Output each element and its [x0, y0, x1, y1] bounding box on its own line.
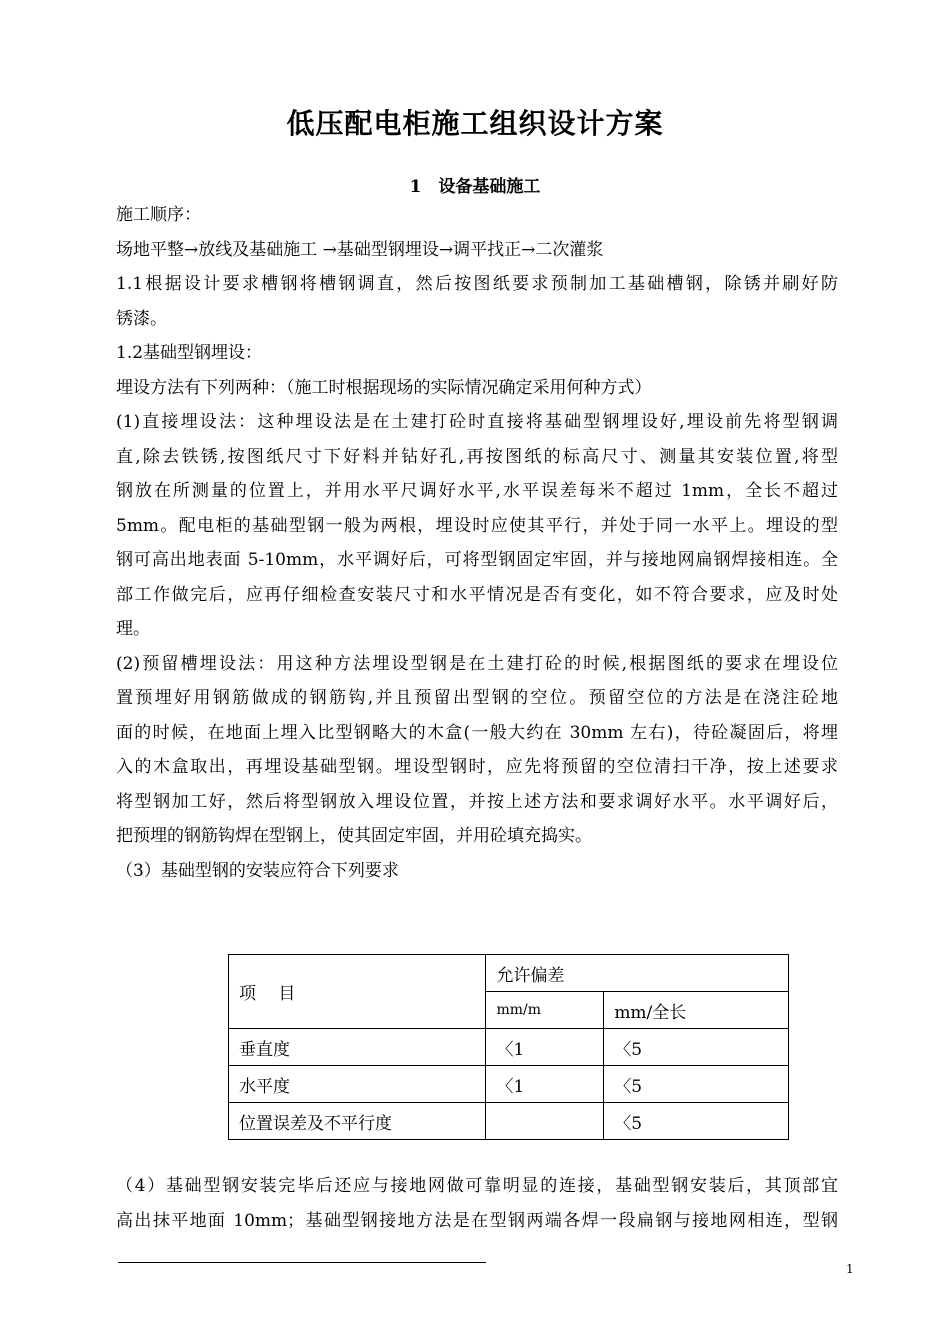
document-title: 低压配电柜施工组织设计方案 [286, 107, 664, 140]
page-number: 1 [846, 1262, 854, 1276]
table-row [229, 1029, 789, 1066]
paragraph-line: （3）基础型钢的安装应符合下列要求 [116, 860, 399, 881]
table-subheader-mm-full: mm/全长 [604, 992, 789, 1029]
table-header-tolerance: 允许偏差 [486, 955, 789, 992]
table-cell-item: 位置误差及不平行度 [229, 1103, 486, 1140]
table-cell-mm-full: 〈5 [604, 1029, 789, 1066]
paragraph-line: 钢可高出地表面 5-10mm，水平调好后，可将型钢固定牢固，并与接地网扁钢焊接相连。全 [116, 550, 838, 570]
body-text-continued [116, 1168, 838, 1237]
paragraph-line: （4）基础型钢安装完毕后还应与接地网做可靠明显的连接，基础型钢安装后，其顶部宜 [116, 1176, 838, 1196]
table-cell-mm-m: 〈1 [486, 1029, 604, 1066]
table-header-item: 项 目 [229, 955, 486, 1029]
footer-divider [118, 1262, 486, 1263]
table-row [229, 1103, 789, 1140]
table-cell-item: 水平度 [229, 1066, 486, 1103]
table-cell-item: 垂直度 [229, 1029, 486, 1066]
paragraph-line: 钢放在所测量的位置上，并用水平尺调好水平,水平误差每米不超过 1mm，全长不超过 [116, 481, 838, 501]
paragraph-line: 面的时候，在地面上埋入比型钢略大的木盒(一般大约在 30mm 左右)，待砼凝固后，将埋 [116, 722, 838, 743]
paragraph-line: 施工顺序： [116, 205, 201, 225]
paragraph-line: 埋设方法有下列两种：（施工时根据现场的实际情况确定采用何种方式） [116, 377, 652, 398]
table-row [229, 1066, 789, 1103]
paragraph-line: 入的木盒取出，再埋设基础型钢。埋设型钢时，应先将预留的空位清扫干净，按上述要求 [116, 757, 838, 777]
paragraph-line: (2)预留槽埋设法：用这种方法埋设型钢是在土建打砼的时候,根据图纸的要求在埋设位 [116, 653, 838, 674]
paragraph-line: 直,除去铁锈,按图纸尺寸下好料并钻好孔,再按图纸的标高尺寸、测量其安装位置,将型 [116, 446, 838, 467]
paragraph-line: 理。 [116, 619, 150, 639]
table-cell-mm-full: 〈5 [604, 1066, 789, 1103]
paragraph-line: 部工作做完后，应再仔细检查安装尺寸和水平情况是否有变化，如不符合要求，应及时处 [116, 584, 838, 605]
paragraph-line: 1.1根据设计要求槽钢将槽钢调直，然后按图纸要求预制加工基础槽钢，除锈并刷好防 [116, 274, 838, 294]
paragraph-line: 场地平整→放线及基础施工 →基础型钢埋设→调平找正→二次灌浆 [116, 239, 604, 260]
paragraph-line: 高出抹平地面 10mm；基础型钢接地方法是在型钢两端各焊一段扁钢与接地网相连，型钢 [116, 1210, 838, 1231]
tolerance-table [228, 954, 789, 1140]
paragraph-line: 5mm。配电柜的基础型钢一般为两根，埋设时应使其平行，并处于同一水平上。埋设的型 [116, 515, 838, 536]
table-cell-mm-m: 〈1 [486, 1066, 604, 1103]
table-cell-mm-m [486, 1103, 604, 1140]
paragraph-line: 将型钢加工好，然后将型钢放入埋设位置，并按上述方法和要求调好水平。水平调好后， [116, 791, 838, 812]
paragraph-line: 把预埋的钢筋钩焊在型钢上，使其固定牢固，并用砼填充捣实。 [116, 826, 592, 846]
paragraph-line: 1.2基础型钢埋设： [116, 343, 263, 363]
paragraph-line: (1)直接埋设法：这种埋设法是在土建打砼时直接将基础型钢埋设好,埋设前先将型钢调 [116, 412, 838, 432]
paragraph-line: 锈漆。 [116, 308, 167, 329]
section-heading: 1 设备基础施工 [409, 177, 541, 197]
body-text [116, 198, 838, 888]
table-cell-mm-full: 〈5 [604, 1103, 789, 1140]
paragraph-line: 置预埋好用钢筋做成的钢筋钩,并且预留出型钢的空位。预留空位的方法是在浇注砼地 [116, 688, 838, 708]
table-subheader-mm-m: mm/m [486, 992, 604, 1029]
